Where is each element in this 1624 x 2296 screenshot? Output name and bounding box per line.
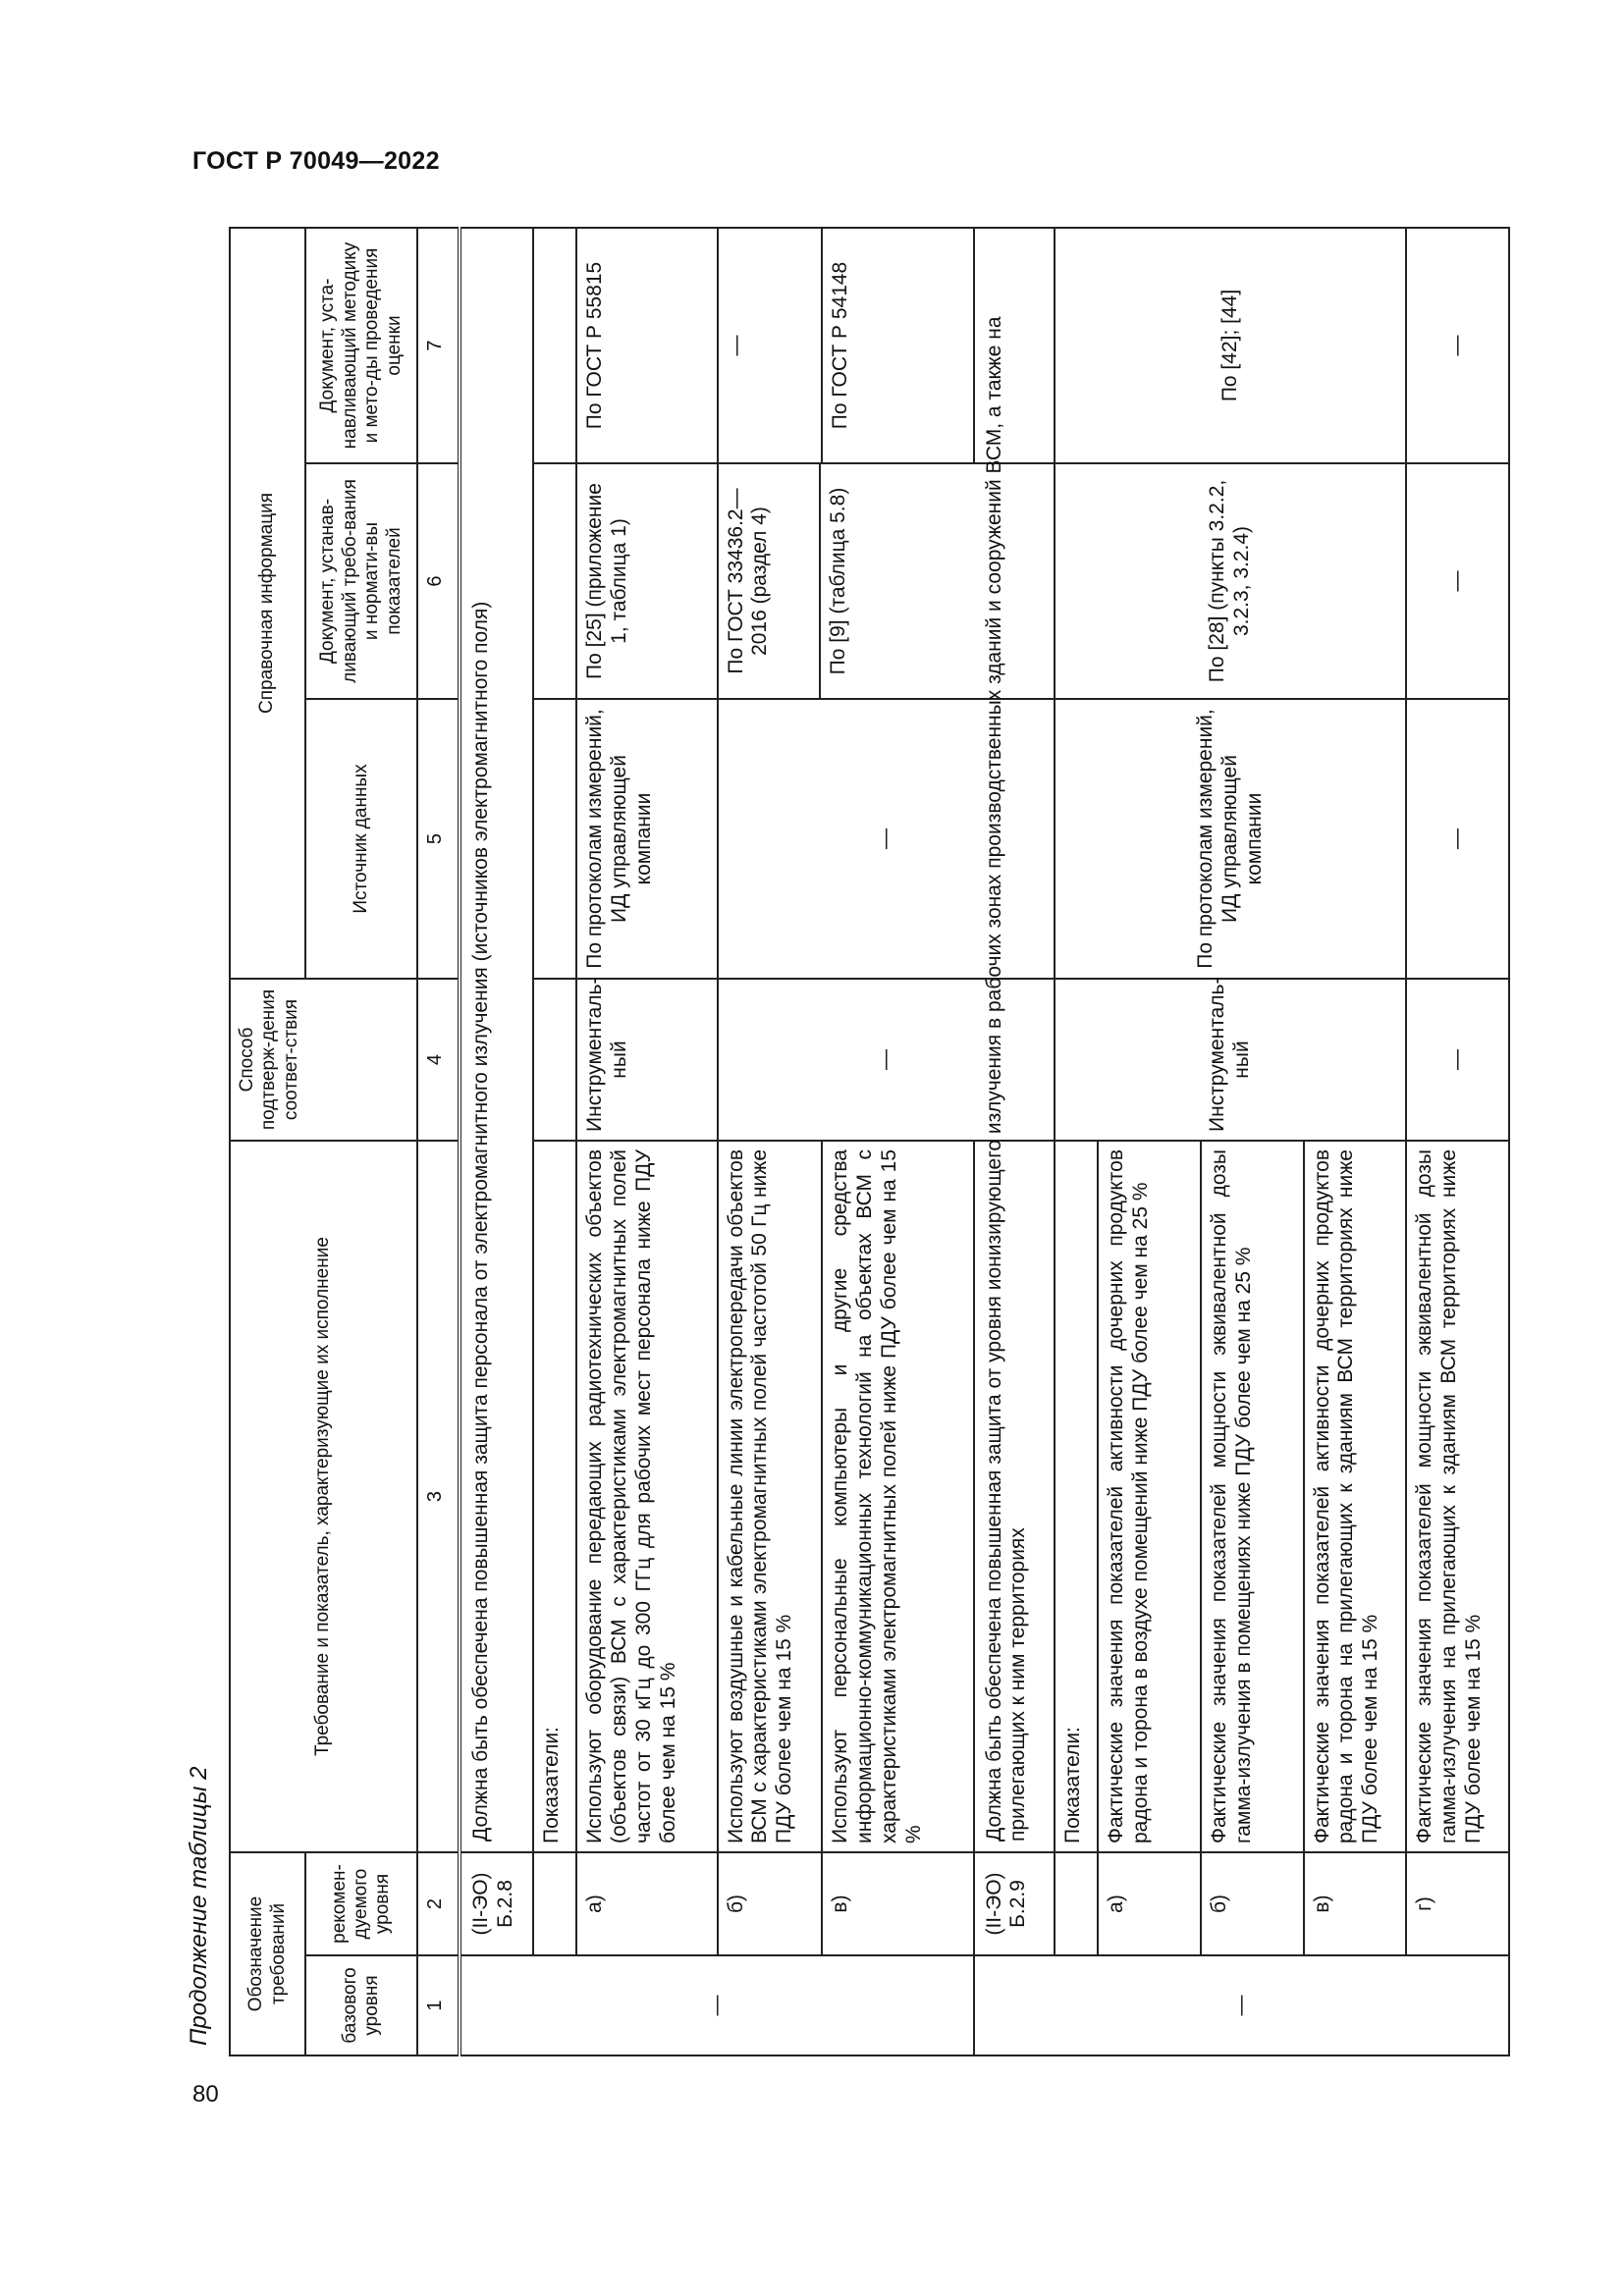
- section1-indicators-label: Показатели:: [533, 1141, 576, 1852]
- column-number: 2: [417, 1852, 460, 1955]
- header-requirement: Требование и показатель, характеризующие их исполнение: [230, 1141, 417, 1852]
- table-row: [1406, 228, 1509, 2056]
- section2-title-row: [974, 228, 1056, 2056]
- column-number: 3: [417, 1141, 460, 1852]
- row-requirement: Фактические значения показателей активности дочерних продуктов радона и торона в воздухе помещений ниже ПДУ более чем на 25 %: [1098, 1141, 1201, 1852]
- row-requirement: Используют оборудование передающих радиотехнических объектов (объектов связи) ВСМ с характеристиками электромагнитных полей частот от 30 кГц до 300 ГГц для рабочих мест персонала ниже ПДУ более чем на 15 %: [576, 1141, 717, 1852]
- section1-base-level: —: [460, 1955, 974, 2056]
- rotated-table-container: [229, 229, 1510, 2056]
- row-doc-method: По ГОСТ Р 54148: [822, 228, 973, 463]
- section2-source: По протоколам измерений, ИД управляющей компании: [1055, 699, 1406, 979]
- row-source: По протоколам измерений, ИД управляющей компании: [576, 699, 717, 979]
- row-doc-norms: По [9] (таблица 5.8): [820, 463, 1055, 699]
- empty-cell: [533, 228, 576, 463]
- section2-method: Инструменталь-ный: [1055, 979, 1406, 1141]
- row-method: —: [1406, 979, 1509, 1141]
- column-number: 4: [417, 979, 460, 1141]
- row-doc-norms: По [25] (приложение 1, таблица 1): [576, 463, 717, 699]
- section1-title: Должна быть обеспечена повышенная защита персонала от электромагнитного излучения (источников электромагнитного поля): [460, 228, 533, 1852]
- column-number: 7: [417, 228, 460, 463]
- section2-doc-method: По [42]; [44]: [1055, 228, 1406, 463]
- empty-cell: [1055, 1852, 1098, 1955]
- table-caption: Продолжение таблицы 2: [186, 1766, 212, 2046]
- row-doc-method: —: [1406, 228, 1509, 463]
- section1-indicators-row: [533, 228, 576, 2056]
- header-base-level: базового уровня: [305, 1955, 417, 2056]
- document-header: ГОСТ Р 70049—2022: [192, 147, 440, 175]
- row-letter: г): [1406, 1852, 1509, 1955]
- header-row-1: [230, 228, 305, 2056]
- row-requirement: Фактические значения показателей активности дочерних продуктов радона и торона на прилегающих к зданиям ВСМ территориях ниже ПДУ более чем на 15 %: [1304, 1141, 1407, 1852]
- empty-cell: [533, 699, 576, 979]
- row-requirement: Фактические значения показателей мощности эквивалентной дозы гамма-излучения на прилегающих к зданиям ВСМ территориях ниже ПДУ более чем на 15 %: [1406, 1141, 1509, 1852]
- row-letter: б): [718, 1852, 823, 1955]
- row-letter: в): [1304, 1852, 1407, 1955]
- requirements-table: [229, 227, 1510, 2056]
- section2-indicators-row: [1055, 228, 1098, 2056]
- header-recommended-level: рекомен-дуемого уровня: [305, 1852, 417, 1955]
- table-rotation-frame: [229, 229, 1510, 2056]
- row-letter: а): [576, 1852, 717, 1955]
- table-row: [576, 228, 717, 2056]
- empty-cell: [533, 463, 576, 699]
- header-reference-group: Справочная информация: [230, 228, 305, 979]
- header-method: Способ подтверж-дения соответ-ствия: [230, 979, 417, 1141]
- row-doc-method: По ГОСТ Р 55815: [576, 228, 717, 463]
- row-requirement: Используют персональные компьютеры и другие средства информационно-коммуникационных технологий на объектах ВСМ с характеристиками электромагнитных полей ниже ПДУ более чем на 15 %: [822, 1141, 973, 1852]
- header-doc-norms: Документ, устанав-ливающий требо-вания и нормати-вы показателей: [305, 463, 417, 699]
- row-letter: б): [1201, 1852, 1304, 1955]
- section1-title-row: [460, 228, 533, 2056]
- empty-cell: [533, 979, 576, 1141]
- row-doc-method: —: [718, 228, 823, 463]
- section2-indicators-label: Показатели:: [1055, 1141, 1098, 1852]
- empty-cell: [533, 1852, 576, 1955]
- row-method: Инструменталь-ный: [576, 979, 717, 1141]
- row-source: —: [1406, 699, 1509, 979]
- row-requirement: Фактические значения показателей мощности эквивалентной дозы гамма-излучения в помещениях ниже ПДУ более чем на 25 %: [1201, 1141, 1304, 1852]
- header-designation-group: Обозначение требований: [230, 1852, 305, 2056]
- page-number: 80: [192, 2081, 219, 2108]
- table-row: [718, 228, 821, 2056]
- section2-title: Должна быть обеспечена повышенная защита от уровня ионизирующего излучения в рабочих зонах производственных зданий и сооружений ВСМ, а также на прилегающих к ним территориях: [974, 228, 1056, 1852]
- section2-doc-norms: По [28] (пункты 3.2.2, 3.2.3, 3.2.4): [1055, 463, 1406, 699]
- column-number: 5: [417, 699, 460, 979]
- section2-code: (II-ЭО) Б.2.9: [974, 1852, 1056, 1955]
- column-number: 1: [417, 1955, 460, 2056]
- section1-code: (II-ЭО) Б.2.8: [460, 1852, 533, 1955]
- header-data-source: Источник данных: [305, 699, 417, 979]
- row-method: —: [718, 979, 1056, 1141]
- row-doc-norms: По ГОСТ 33436.2—2016 (раздел 4): [718, 463, 821, 699]
- header-doc-method: Документ, уста-навливающий методику и мето-ды проведения оценки: [305, 228, 417, 463]
- row-source: —: [718, 699, 1056, 979]
- row-letter: а): [1098, 1852, 1201, 1955]
- column-number: 6: [417, 463, 460, 699]
- table-caption-wrap: [172, 236, 227, 2052]
- row-letter: в): [822, 1852, 973, 1955]
- row-requirement: Используют воздушные и кабельные линии электропередачи объектов ВСМ с характеристиками электромагнитных полей частотой 50 Гц ниже ПДУ более чем на 15 %: [718, 1141, 823, 1852]
- section2-base-level: —: [974, 1955, 1509, 2056]
- row-doc-norms: —: [1406, 463, 1509, 699]
- column-number-row: [417, 228, 460, 2056]
